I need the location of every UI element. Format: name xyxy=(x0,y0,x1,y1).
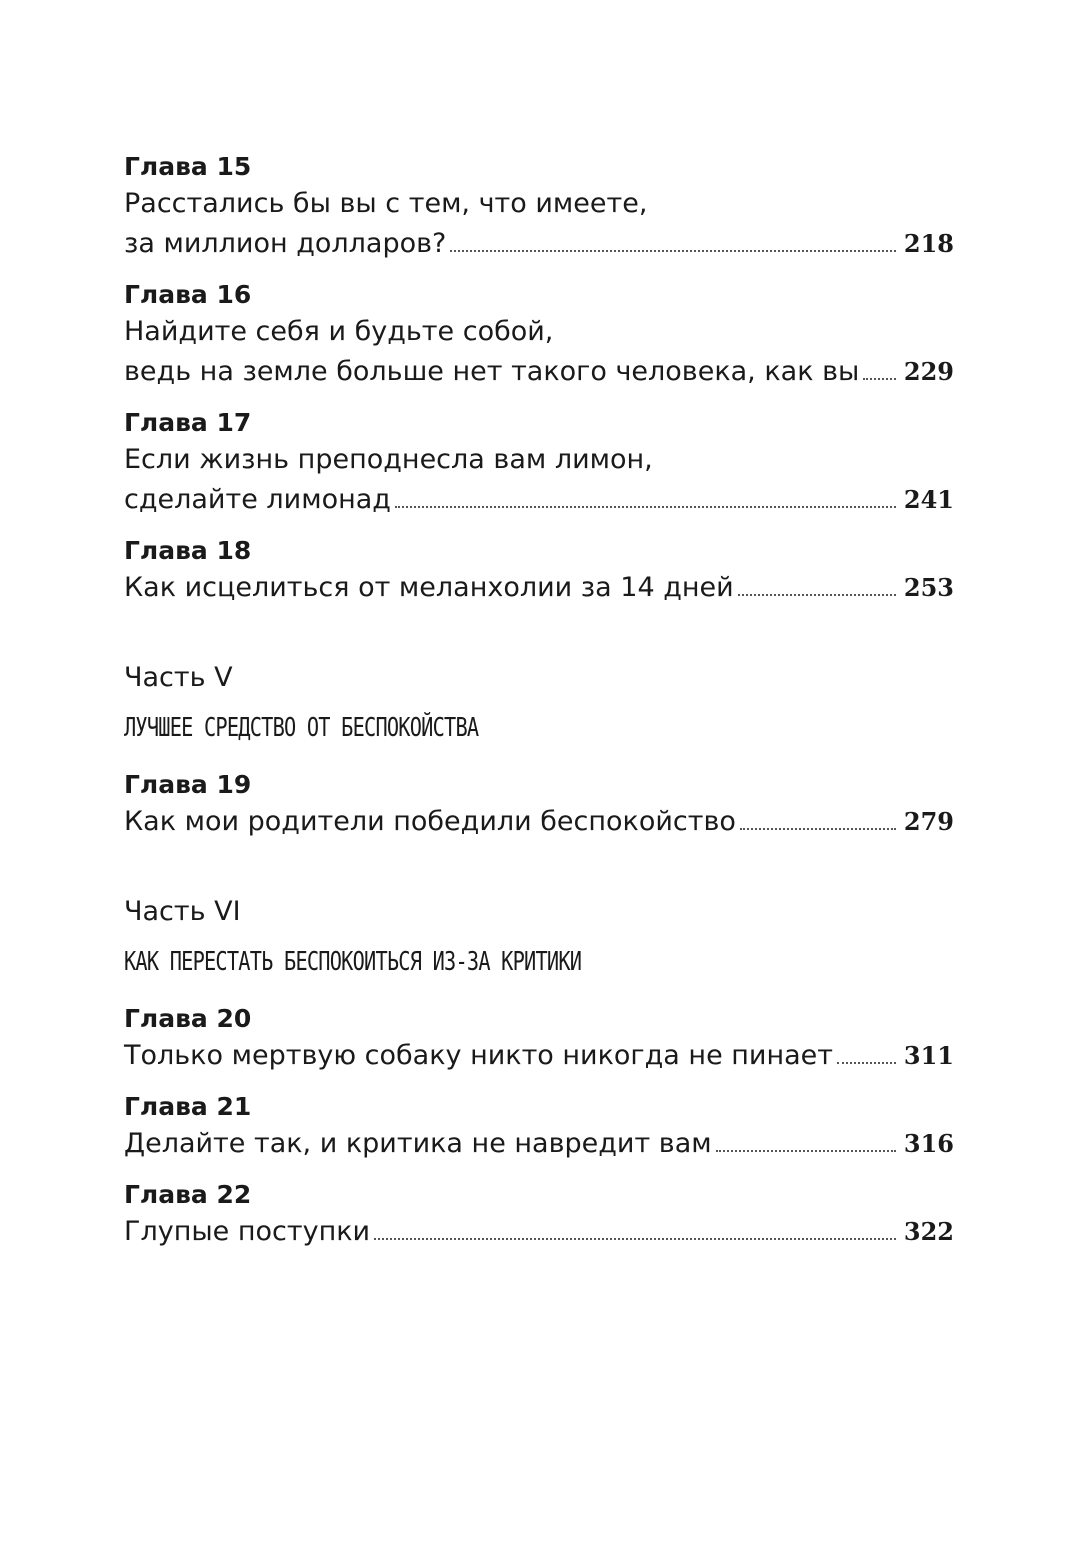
chapter-title: Только мертвую собаку никто никогда не пинает xyxy=(124,1040,834,1071)
dot-leader xyxy=(863,378,896,380)
toc-entry[interactable] xyxy=(124,768,954,842)
dot-leader xyxy=(837,1062,896,1064)
chapter-label: Глава 18 xyxy=(124,536,252,565)
chapter-label: Глава 21 xyxy=(124,1092,252,1121)
toc-entry[interactable] xyxy=(124,278,954,392)
table-of-contents xyxy=(124,150,954,1266)
chapter-title: Как мои родители победили беспокойство xyxy=(124,806,736,837)
page-number: 218 xyxy=(903,229,954,258)
dot-leader xyxy=(395,506,896,508)
toc-row xyxy=(124,480,954,520)
toc-entry[interactable] xyxy=(124,1002,954,1076)
chapter-title: Делайте так, и критика не навредит вам xyxy=(124,1128,712,1159)
toc-row xyxy=(124,1212,954,1252)
dot-leader xyxy=(450,250,896,252)
chapter-label: Глава 20 xyxy=(124,1004,252,1033)
toc-entry[interactable] xyxy=(124,406,954,520)
page-number: 311 xyxy=(903,1041,954,1070)
chapter-label: Глава 22 xyxy=(124,1180,252,1209)
chapter-title: за миллион долларов? xyxy=(124,228,447,259)
toc-row xyxy=(124,1036,954,1076)
chapter-label: Глава 19 xyxy=(124,770,252,799)
chapter-title-line: Найдите себя и будьте собой, xyxy=(124,316,554,347)
toc-entry[interactable] xyxy=(124,534,954,608)
page-number: 229 xyxy=(903,357,954,386)
part-title: КАК ПЕРЕСТАТЬ БЕСПОКОИТЬСЯ ИЗ-ЗА КРИТИКИ xyxy=(124,947,582,977)
part-title: ЛУЧШЕЕ СРЕДСТВО ОТ БЕСПОКОЙСТВА xyxy=(124,713,479,743)
chapter-title: Как исцелиться от меланхолии за 14 дней xyxy=(124,572,734,603)
toc-entry[interactable] xyxy=(124,150,954,264)
chapter-title: ведь на земле больше нет такого человека, как вы xyxy=(124,356,860,387)
toc-row xyxy=(124,802,954,842)
chapter-label: Глава 15 xyxy=(124,152,252,181)
page-number: 316 xyxy=(903,1129,954,1158)
toc-row xyxy=(124,1124,954,1164)
dot-leader xyxy=(716,1150,896,1152)
toc-row xyxy=(124,568,954,608)
chapter-title: сделайте лимонад xyxy=(124,484,391,515)
toc-entry[interactable] xyxy=(124,1090,954,1164)
chapter-label: Глава 16 xyxy=(124,280,252,309)
toc-row xyxy=(124,352,954,392)
page-number: 279 xyxy=(903,807,954,836)
page-number: 241 xyxy=(903,485,954,514)
chapter-title-line: Если жизнь преподнесла вам лимон, xyxy=(124,444,653,475)
toc-entry[interactable] xyxy=(124,1178,954,1252)
chapter-label: Глава 17 xyxy=(124,408,252,437)
toc-row xyxy=(124,224,954,264)
part-label: Часть V xyxy=(124,662,233,693)
page-number: 253 xyxy=(903,573,954,602)
dot-leader xyxy=(374,1238,896,1240)
chapter-title: Глупые поступки xyxy=(124,1216,371,1247)
chapter-title-line: Расстались бы вы с тем, что имеете, xyxy=(124,188,648,219)
dot-leader xyxy=(738,594,896,596)
part-label: Часть VI xyxy=(124,896,241,927)
page-number: 322 xyxy=(903,1217,954,1246)
dot-leader xyxy=(740,828,896,830)
